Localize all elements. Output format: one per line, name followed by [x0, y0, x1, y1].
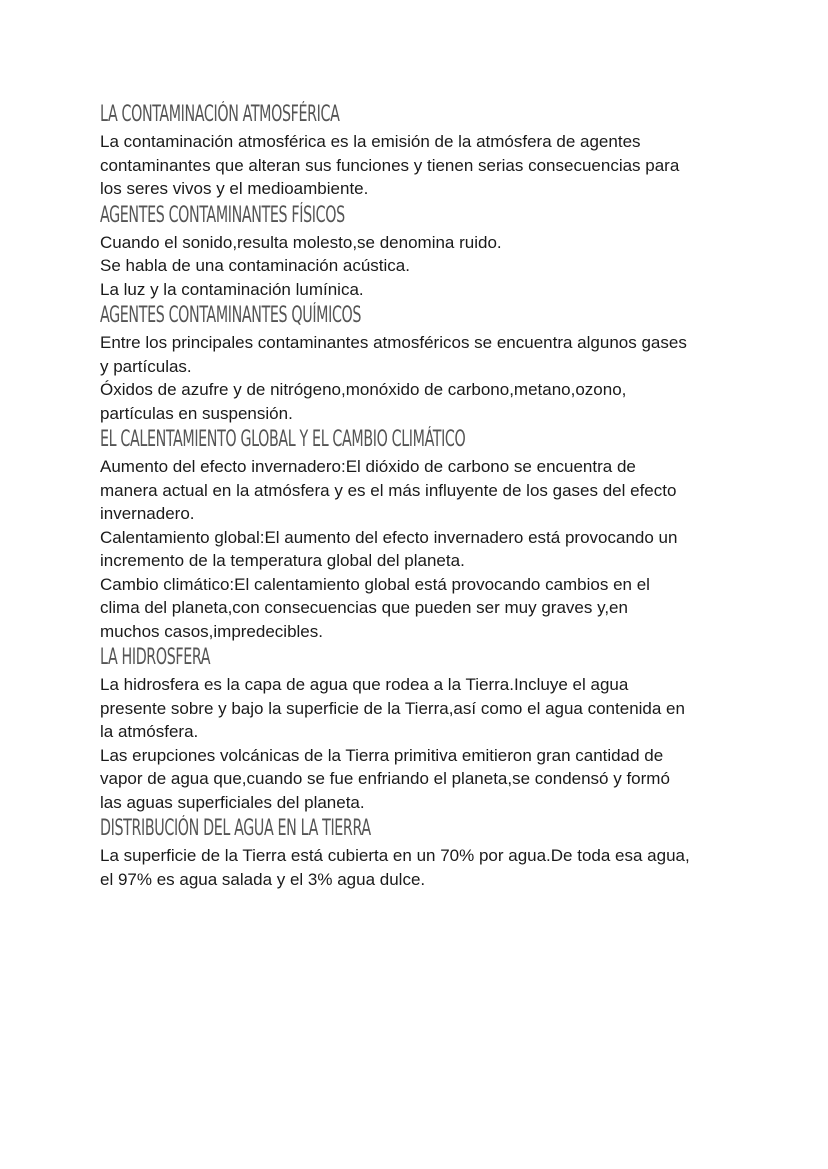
- paragraph-line: y partículas.: [100, 356, 192, 376]
- paragraph-line: los seres vivos y el medioambiente.: [100, 179, 369, 198]
- paragraph-line: presente sobre y bajo la superficie de la Tierra,así como el agua contenida en: [100, 698, 685, 718]
- section-heading: LA CONTAMINACIÓN ATMOSFÉRICA: [100, 102, 340, 127]
- paragraph-line: clima del planeta,con consecuencias que pueden ser muy graves y,en: [100, 598, 628, 617]
- paragraph-line: incremento de la temperatura global del planeta.: [100, 551, 465, 570]
- section-heading: AGENTES CONTAMINANTES QUÍMICOS: [100, 303, 362, 328]
- paragraph-line: la atmósfera.: [100, 722, 199, 741]
- paragraph-line: Aumento del efecto invernadero:El dióxido de carbono se encuentra de: [100, 457, 636, 476]
- paragraph-line: La hidrosfera es la capa de agua que rodea a la Tierra.Incluye el agua: [100, 675, 629, 694]
- paragraph-line: partículas en suspensión.: [100, 403, 293, 423]
- document-page: [100, 100, 740, 891]
- section-agentes-quimicos: [100, 301, 740, 425]
- paragraph-line: invernadero.: [100, 504, 195, 523]
- paragraph-line: las aguas superficiales del planeta.: [100, 792, 365, 812]
- paragraph-line: Cuando el sonido,resulta molesto,se denomina ruido.: [100, 232, 502, 252]
- paragraph-line: muchos casos,impredecibles.: [100, 621, 323, 641]
- paragraph-line: vapor de agua que,cuando se fue enfriando el planeta,se condensó y formó: [100, 769, 670, 788]
- section-contaminacion-atmosferica: [100, 100, 740, 201]
- paragraph-line: La superficie de la Tierra está cubierta en un 70% por agua.De toda esa agua,: [100, 846, 690, 865]
- section-heading: LA HIDROSFERA: [100, 645, 211, 670]
- paragraph-line: Calentamiento global:El aumento del efecto invernadero está provocando un: [100, 527, 678, 547]
- paragraph-line: Entre los principales contaminantes atmosféricos se encuentra algunos gases: [100, 333, 687, 352]
- paragraph-line: Óxidos de azufre y de nitrógeno,monóxido de carbono,metano,ozono,: [100, 380, 627, 399]
- paragraph-line: el 97% es agua salada y el 3% agua dulce.: [100, 869, 426, 889]
- section-heading: EL CALENTAMIENTO GLOBAL Y EL CAMBIO CLIMÁTICO: [100, 427, 466, 452]
- section-distribucion-agua: [100, 814, 740, 891]
- section-agentes-fisicos: [100, 201, 740, 302]
- paragraph-line: La contaminación atmosférica es la emisión de la atmósfera de agentes: [100, 132, 641, 151]
- paragraph-line: contaminantes que alteran sus funciones y tienen serias consecuencias para: [100, 155, 680, 175]
- section-heading: AGENTES CONTAMINANTES FÍSICOS: [100, 202, 345, 228]
- section-calentamiento-global: [100, 425, 740, 643]
- paragraph-line: La luz y la contaminación lumínica.: [100, 279, 364, 299]
- section-hidrosfera: [100, 643, 740, 814]
- paragraph-line: Las erupciones volcánicas de la Tierra primitiva emitieron gran cantidad de: [100, 745, 664, 765]
- section-heading: DISTRIBUCIÓN DEL AGUA EN LA TIERRA: [100, 816, 371, 841]
- paragraph-line: manera actual en la atmósfera y es el más influyente de los gases del efecto: [100, 480, 677, 500]
- paragraph-line: Cambio climático:El calentamiento global está provocando cambios en el: [100, 574, 650, 594]
- paragraph-line: Se habla de una contaminación acústica.: [100, 256, 410, 275]
